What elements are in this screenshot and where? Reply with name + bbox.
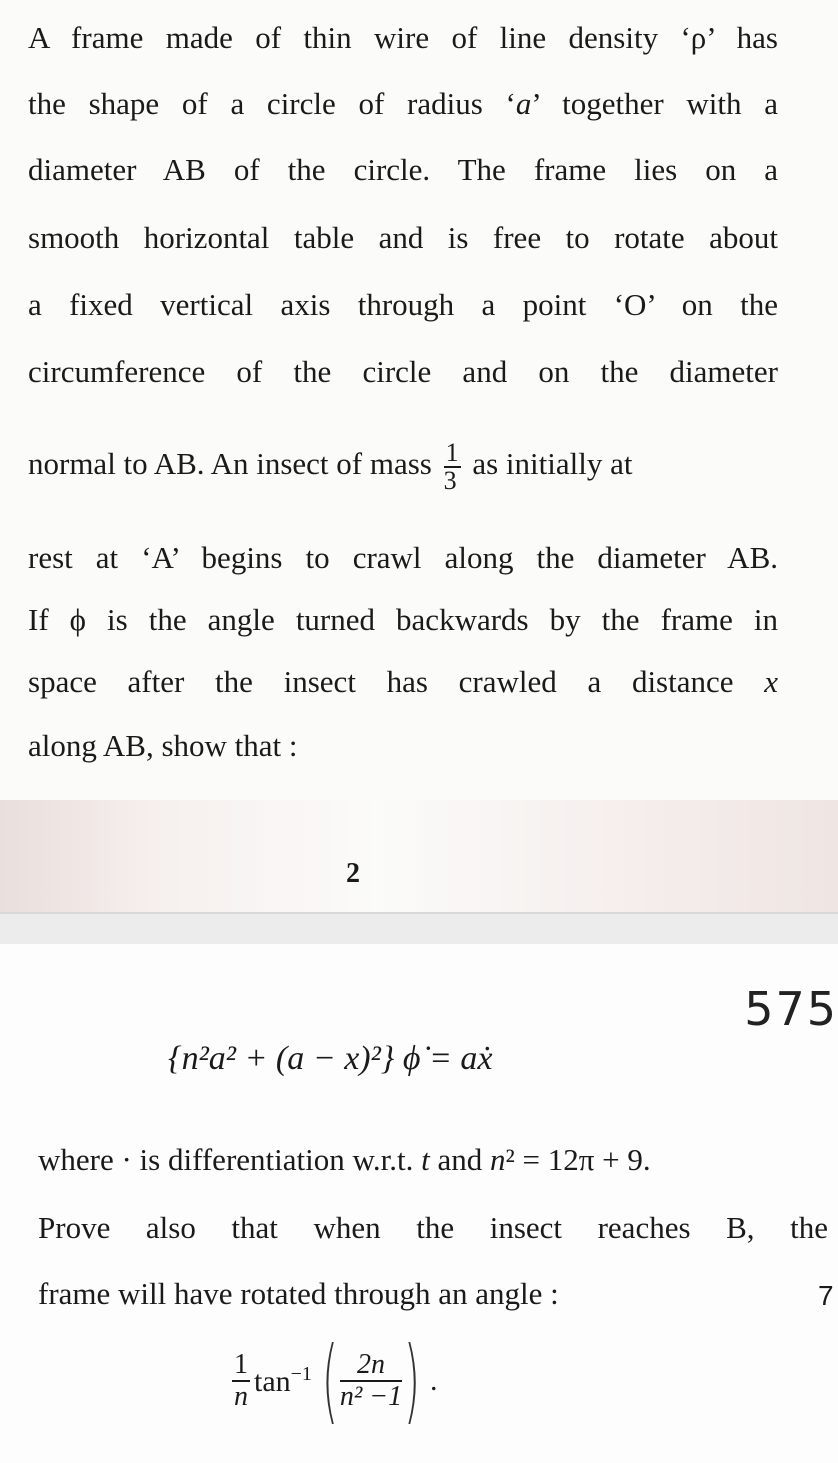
equation-1: {n²a² + (a − x)²} ϕ̇ = aẋ bbox=[168, 1040, 493, 1077]
frame-line: frame will have rotated through an angle : bbox=[38, 1276, 559, 1311]
argument-fraction: $\frac{2n}{\text{n² −1}}$ bbox=[339, 1349, 403, 1412]
prove-line: Prove also that when the insect reaches B, the bbox=[38, 1210, 828, 1245]
text-line-7: rest at ‘A’ begins to crawl along the diameter AB. bbox=[28, 540, 778, 575]
page-number: 2 bbox=[346, 858, 360, 889]
margin-mark: 7 bbox=[818, 1280, 834, 1311]
right-paren: ) bbox=[404, 1327, 421, 1434]
page-shadow bbox=[0, 800, 838, 912]
left-paren: ( bbox=[321, 1327, 338, 1434]
coefficient-fraction: $\frac{1}{n}$ bbox=[234, 1349, 248, 1412]
mass-fraction: $\frac{1}{3}$ bbox=[443, 438, 459, 495]
text-line-mass: normal to AB. An insect of mass $\frac{1}{3}$ as initially at bbox=[28, 438, 633, 495]
text-line-9: space after the insect has crawled a distance x bbox=[28, 664, 778, 699]
handwritten-number: 575 bbox=[744, 982, 838, 1036]
text-line-6: circumference of the circle and on the diameter bbox=[28, 354, 778, 389]
where-line: where · is differentiation w.r.t. t and n² = 12π + 9. bbox=[38, 1142, 651, 1177]
period: . bbox=[430, 1364, 438, 1397]
text-line-8: If ϕ is the angle turned backwards by the frame in bbox=[28, 602, 778, 637]
equation-2 bbox=[228, 1327, 438, 1434]
text-line-10: along AB, show that : bbox=[28, 728, 298, 763]
text-line-1: A frame made of thin wire of line density ‘ρ’ has bbox=[28, 20, 778, 55]
tan-function: $\tan^{-1}$ bbox=[254, 1363, 312, 1398]
page-separator bbox=[0, 912, 838, 946]
text-line-5: a fixed vertical axis through a point ‘O’ on the bbox=[28, 287, 778, 322]
text-line-4: smooth horizontal table and is free to rotate about bbox=[28, 220, 778, 255]
text-line-3: diameter AB of the circle. The frame lies on a bbox=[28, 152, 778, 187]
text-line-2: the shape of a circle of radius ‘a’ together with a bbox=[28, 86, 778, 121]
